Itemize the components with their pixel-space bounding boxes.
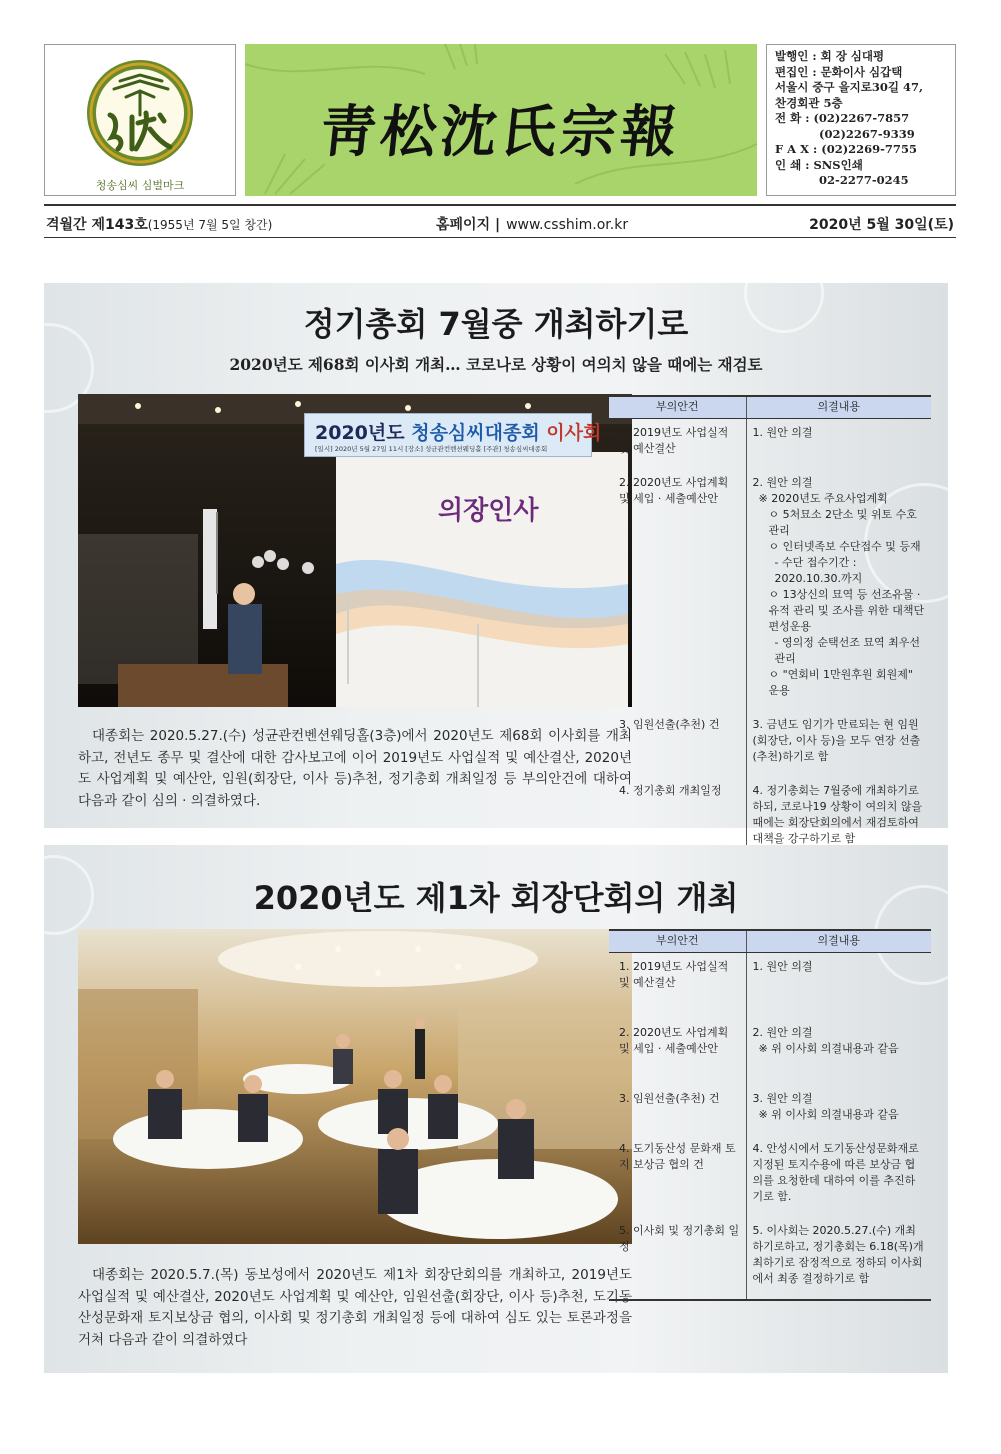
result-cell: 4. 안성시에서 도기동산성문화재로 지정된 토지수용에 따른 보상금 협의를 요청한데 대하여 이를 추진하기로 함.: [746, 1135, 931, 1217]
publisher-line: F A X : (02)2269-7755: [775, 142, 917, 156]
article1-headline: 정기총회 7월중 개최하기로: [303, 305, 689, 343]
result-cell: [746, 469, 931, 711]
publisher-info: [766, 44, 956, 196]
result-cell: [746, 1085, 931, 1135]
newspaper-title-box: [245, 44, 757, 196]
result-line: ㅇ "연회비 1만원후원 회원제" 운용: [768, 667, 913, 697]
article1-body: 대종회는 2020.5.27.(수) 성균관컨벤션웨딩홀(3층)에서 2020년도 제68회 이사회를 개최하고, 전년도 종무 및 결산에 대한 감사보고에 이어 2019년도 사업실적 및 예산결산, 2020년도 사업계획 및 예산안, 임원(회장단, 이사 등)추천, 정기총회 개최일정 등 부의안건에 대하여 다음과 같이 심의 · 의결하였다.: [78, 728, 632, 809]
result-cell: 5. 이사회는 2020.5.27.(수) 개최하기로하고, 정기총회는 6.18(목)개최하기로 잠정적으로 정하되 이사회에서 최종 결정하기로 함: [746, 1217, 931, 1300]
publisher-line: 인 쇄 : SNS인쇄: [775, 157, 863, 172]
symbol-mark-box: [44, 44, 236, 196]
table-header-row: [609, 396, 931, 418]
table-row: [609, 1019, 931, 1085]
table-row: [609, 952, 931, 1019]
article2-body: 대종회는 2020.5.7.(목) 동보성에서 2020년도 제1차 회장단회의를 개최하고, 2019년도 사업실적 및 예산결산, 2020년도 사업계획 및 예산안, 임원선출(회장단, 이사 등)추천, 도기동산성문화재 토지보상금 협의, 이사회 및 정기총회 개최일정 등에 대하여 심도 있는 토론과정을 거쳐 다음과 같이 의결하였다: [78, 1267, 632, 1348]
agenda-cell: 2. 2020년도 사업계획 및 세입 · 세출예산안: [619, 1025, 729, 1055]
table-row: [609, 1217, 931, 1300]
banquet-hall-icon: [78, 929, 632, 1244]
result-line: ㅇ 인터넷족보 수단접수 및 등재: [768, 539, 921, 553]
result-cell: 3. 금년도 임기가 만료되는 현 임원(회장단, 이사 등)을 모두 연장 선출(추천)하기로 함: [746, 711, 931, 777]
publisher-line: 전 화 : (02)2267-7857: [775, 111, 910, 125]
publisher-line: 발행인 : 회 장 심대평: [775, 49, 885, 63]
banner-org: 청송심씨대종회: [411, 422, 540, 444]
result-line: ㅇ 5처묘소 2단소 및 위토 수호관리: [768, 507, 917, 537]
article2-headline: 2020년도 제1차 회장단회의 개최: [253, 879, 739, 917]
result-line: - 영의정 순택선조 묘역 최우선 관리: [774, 635, 920, 665]
result-cell: 1. 원안 의결: [746, 952, 931, 1019]
newspaper-title: 靑松沈氏宗報: [317, 99, 685, 165]
clan-emblem-icon: [80, 57, 200, 169]
publisher-line: 02-2277-0245: [775, 173, 909, 187]
homepage: 홈페이지 | www.csshim.or.kr: [436, 217, 629, 233]
agenda-cell: 3. 임원선출(추천) 건: [619, 717, 720, 731]
result-line: ※ 위 이사회 의결내용과 같음: [758, 1107, 899, 1121]
article-board-meeting: [44, 283, 948, 845]
result-line: 2. 원안 의결: [752, 1025, 813, 1039]
article1-subhead: 2020년도 제68회 이사회 개최… 코로나로 상황이 여의치 않을 때에는 재검토: [229, 355, 763, 374]
board-meeting-photo: [78, 394, 632, 707]
screen-text: 의장인사: [438, 496, 539, 526]
agenda-cell: 3. 임원선출(추천) 건: [619, 1091, 720, 1105]
logo-caption: 청송심씨 심벌마크: [95, 179, 185, 192]
publisher-line: 찬경회관 5층: [775, 95, 843, 110]
agenda-cell: 1. 2019년도 사업실적 및 예산결산: [619, 959, 729, 989]
agenda-cell: 2. 2020년도 사업계획 및 세입 · 세출예산안: [619, 475, 729, 505]
agenda-cell: 4. 도기동산성 문화재 토지 보상금 협의 건: [619, 1141, 736, 1171]
table-row: [609, 469, 931, 711]
event-banner: [304, 413, 602, 457]
column-header: 의결내용: [746, 396, 931, 418]
issue-bar: [44, 204, 956, 238]
result-line: - 수단 접수기간 : 2020.10.30.까지: [774, 555, 863, 585]
table-row: [609, 711, 931, 777]
table-row: [609, 1135, 931, 1217]
result-cell: 1. 원안 의결: [746, 418, 931, 469]
agenda-cell: 5. 이사회 및 정기총회 일정: [609, 1217, 746, 1300]
result-cell: [746, 1019, 931, 1085]
homepage-link[interactable]: www.csshim.or.kr: [506, 217, 629, 233]
column-header: 부의안건: [609, 396, 746, 418]
result-line: ※ 2020년도 주요사업계획: [758, 491, 888, 505]
publisher-line: (02)2267-9339: [775, 126, 915, 141]
board-resolutions-table: [609, 395, 931, 861]
result-line: ※ 위 이사회 의결내용과 같음: [758, 1041, 899, 1055]
banner-info: [일시] 2020년 5월 27일 11시 [장소] 성균관컨벤션웨딩홀 [주관] 청송심씨대종회: [315, 445, 548, 453]
executive-meeting-photo: [78, 929, 632, 1244]
banner-event: 이사회: [546, 422, 602, 444]
result-line: ㅇ 13상신의 묘역 등 선조유물 · 유적 관리 및 조사를 위한 대책단 편성운용: [768, 587, 925, 633]
table-row: [609, 418, 931, 469]
issue-number: 격월간 제143호(1955년 7월 5일 창간): [46, 217, 273, 233]
publisher-line: 서울시 중구 을지로30길 47,: [775, 80, 924, 94]
result-line: 2. 원안 의결: [752, 475, 813, 489]
column-header: 의결내용: [746, 930, 931, 952]
publisher-line: 편집인 : 문화이사 심갑택: [775, 64, 903, 79]
column-header: 부의안건: [609, 930, 746, 952]
result-cell: 4. 정기총회는 7월중에 개최하기로 하되, 코로나19 상황이 여의치 않을 때에는 회장단회의에서 재검토하여 대책을 강구하기로 함: [746, 777, 931, 860]
executive-resolutions-table: [609, 929, 931, 1301]
article-executive-meeting: [44, 845, 948, 1373]
agenda-cell: 1. 2019년도 사업실적 및 예산결산: [619, 425, 729, 455]
table-row: [609, 1085, 931, 1135]
agenda-cell: 4. 정기총회 개최일정: [609, 777, 746, 860]
issue-date: 2020년 5월 30일(토): [809, 217, 954, 233]
result-line: 3. 원안 의결: [752, 1091, 813, 1105]
banner-year: 2020년도: [315, 422, 405, 444]
table-header-row: [609, 930, 931, 952]
founded-date: (1955년 7월 5일 창간): [147, 218, 273, 232]
